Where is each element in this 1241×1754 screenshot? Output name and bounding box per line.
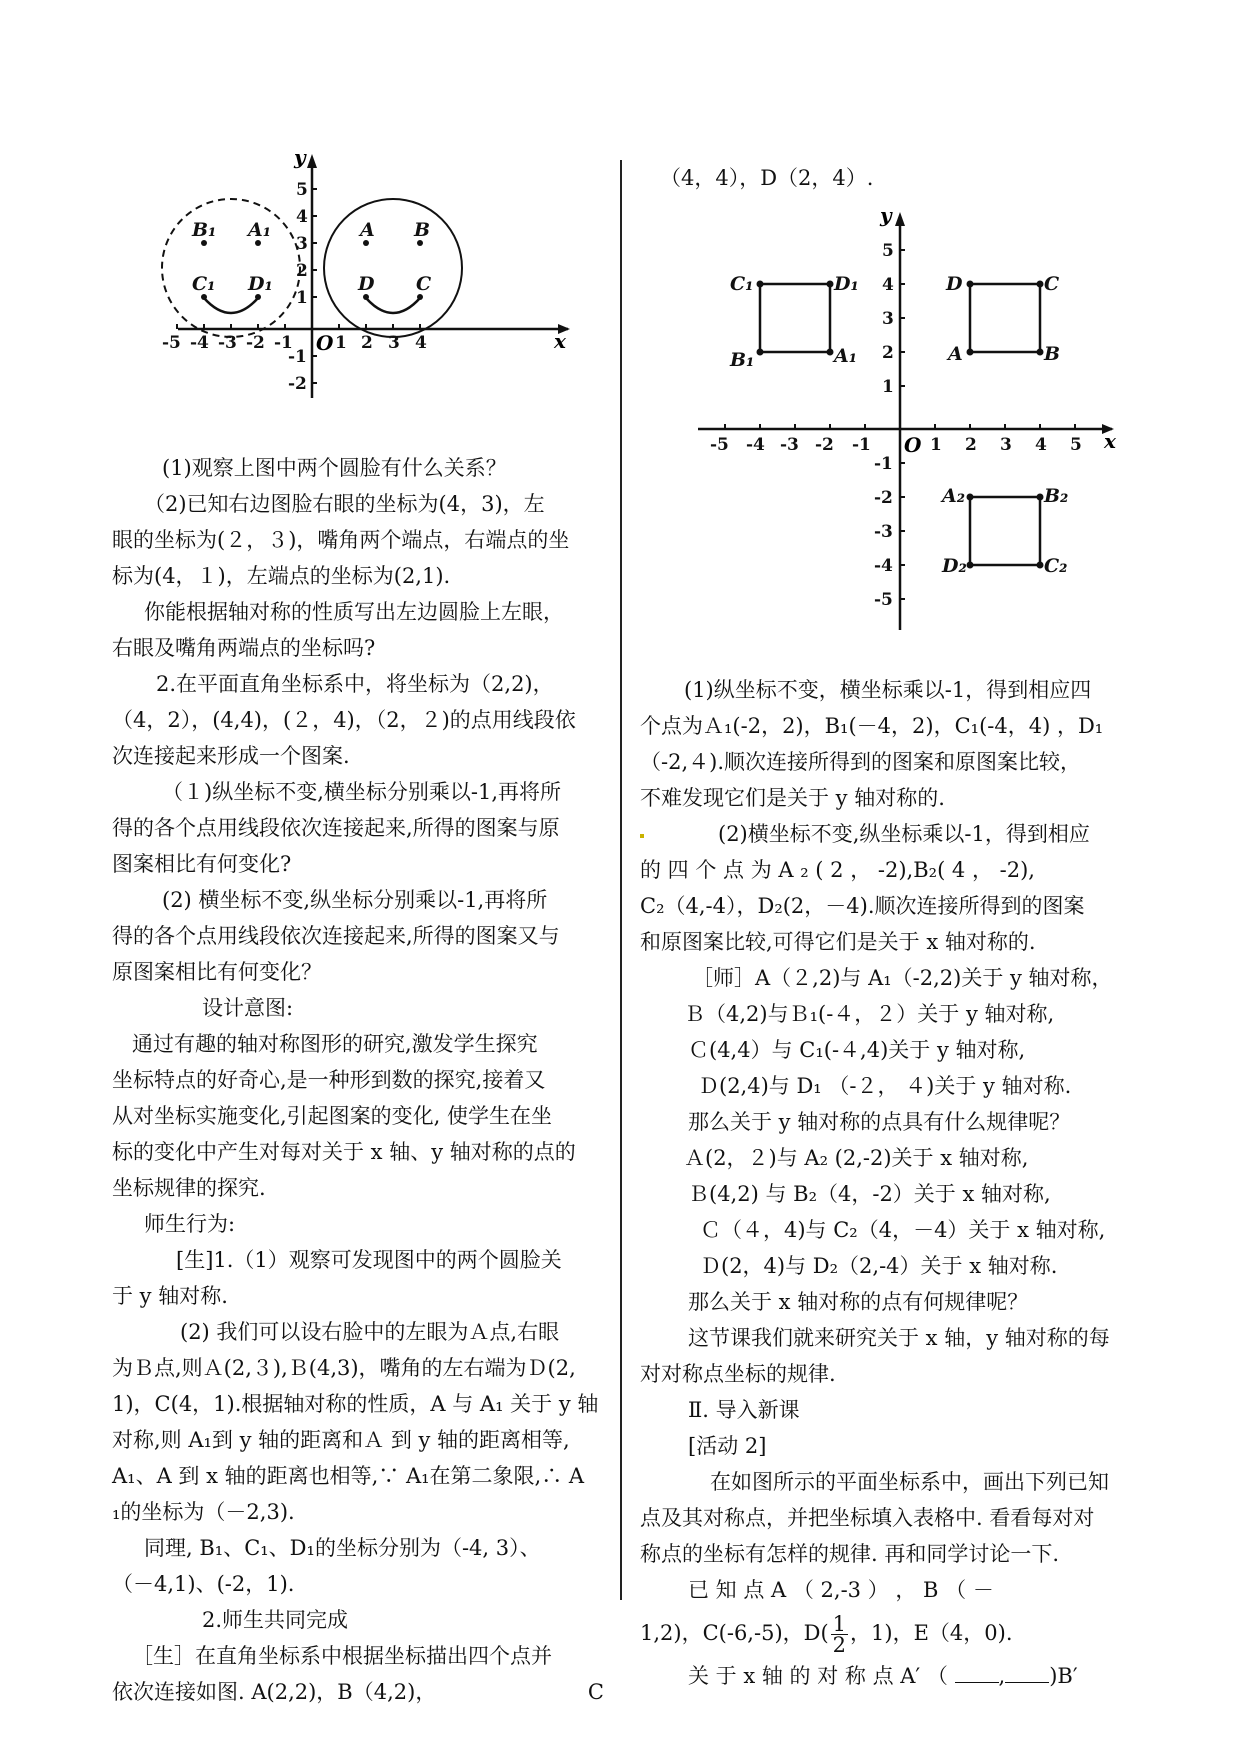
marker-dot bbox=[640, 834, 644, 838]
y-tick-label: -4 bbox=[874, 556, 893, 576]
text-line-part: (2)横坐标不变,纵坐标乘以-1，得到相应 bbox=[718, 822, 1090, 846]
text-line: 1)，C(4，1).根据轴对称的性质，A 与 A₁ 关于 y 轴 bbox=[112, 1392, 599, 1416]
x-tick-label: -2 bbox=[815, 435, 834, 455]
text-line: 坐标规律的探究. bbox=[112, 1176, 266, 1200]
x-tick-label: 4 bbox=[415, 333, 427, 353]
fraction-numerator: 1 bbox=[832, 1612, 847, 1636]
point-label: A₁ bbox=[248, 219, 272, 241]
point-label: A₂ bbox=[942, 485, 966, 507]
text-line: 不难发现它们是关于 y 轴对称的. bbox=[640, 786, 945, 810]
text-line: 点及其对称点，并把坐标填入表格中. 看看每对对 bbox=[640, 1506, 1095, 1530]
text-line: 称点的坐标有怎样的规律. 再和同学讨论一下. bbox=[640, 1542, 1060, 1566]
text-line: A₁、A 到 x 轴的距离也相等,∵ A₁在第二象限,∴ A bbox=[112, 1464, 585, 1488]
text-line: 原图案相比有何变化？ bbox=[112, 960, 322, 984]
text-line: 右眼及嘴角两端点的坐标吗? bbox=[112, 636, 376, 660]
text-line: 同理, B₁、C₁、D₁的坐标分别为（-4, 3）、 bbox=[144, 1536, 541, 1560]
left-mouth bbox=[204, 298, 258, 313]
y-tick-label: 2 bbox=[882, 343, 894, 363]
right-column bbox=[640, 672, 1150, 1694]
x-tick-label: 2 bbox=[965, 435, 977, 455]
answer-blank[interactable] bbox=[1005, 1682, 1049, 1683]
text-line: 个点为Ａ₁(-2，2)，B₁(－4，2)，C₁(-4，4) ，D₁ bbox=[640, 714, 1104, 738]
point-label: C₁ bbox=[192, 273, 216, 295]
text-line: ［师］A（２,2)与 A₁（-2,2)关于 y 轴对称， bbox=[692, 966, 1113, 990]
text-line: [生]1.（1）观察可发现图中的两个圆脸关 bbox=[176, 1248, 562, 1272]
point-label: C bbox=[1044, 273, 1060, 295]
text-line: Ｄ(2，4)与 D₂（2,-4）关于 x 轴对称. bbox=[700, 1254, 1058, 1278]
x-tick-label: -4 bbox=[190, 333, 209, 353]
point-label: B bbox=[414, 219, 431, 241]
text-line: Ｂ(4,2) 与 B₂（4，-2）关于 x 轴对称, bbox=[688, 1182, 1051, 1206]
text-line-part: 关 于 x 轴 的 对 称 点 A′ （ bbox=[688, 1664, 948, 1688]
text-line-part: 依次连接如图. A(2,2)，B（4,2)， bbox=[112, 1680, 437, 1704]
fraction-denominator: 2 bbox=[832, 1633, 847, 1657]
text-line: ₁的坐标为（－2,3). bbox=[112, 1500, 295, 1524]
text-line: Ｂ（4,2)与Ｂ₁(-４，２）关于 y 轴对称, bbox=[684, 1002, 1055, 1026]
y-tick-label: -2 bbox=[874, 488, 893, 508]
y-tick-label: 1 bbox=[296, 288, 308, 308]
text-line: 通过有趣的轴对称图形的研究,激发学生探究 bbox=[132, 1032, 538, 1056]
text-line: Ｄ(2,4)与 D₁ （-２， ４)关于 y 轴对称. bbox=[698, 1074, 1072, 1098]
point-label: B₁ bbox=[192, 219, 217, 241]
text-line: 从对坐标实施变化,引起图案的变化, 使学生在坐 bbox=[112, 1104, 553, 1128]
text-line: （-2,４).顺次连接所得到的图案和原图案比较， bbox=[640, 750, 1081, 774]
x-tick-label: -5 bbox=[710, 435, 729, 455]
text-line: (2) 我们可以设右脸中的左眼为Ａ点,右眼 bbox=[180, 1320, 560, 1344]
x-tick-label: -3 bbox=[780, 435, 799, 455]
y-tick-label: -2 bbox=[288, 374, 307, 394]
point-label: C bbox=[416, 273, 432, 295]
text-line: Ｃ(4,4）与 C₁(-４,4)关于 y 轴对称, bbox=[688, 1038, 1026, 1062]
y-tick-label: 1 bbox=[882, 377, 894, 397]
text-line bbox=[640, 816, 1150, 852]
y-tick-label: 3 bbox=[296, 234, 308, 254]
text-line: 2.在平面直角坐标系中，将坐标为（2,2)， bbox=[156, 672, 554, 696]
y-tick-label: -1 bbox=[288, 347, 307, 367]
text-line: 坐标特点的好奇心,是一种形到数的探究,接着又 bbox=[112, 1068, 546, 1092]
y-tick-label: 4 bbox=[882, 275, 894, 295]
x-tick-label: 3 bbox=[1000, 435, 1012, 455]
text-line: 师生行为: bbox=[144, 1212, 236, 1236]
text-line: (1)观察上图中两个圆脸有什么关系？ bbox=[162, 456, 507, 480]
text-line: 标的变化中产生对每对关于 x 轴、y 轴对称的点的 bbox=[112, 1140, 576, 1164]
text-line: 的 四 个 点 为 A ₂ ( 2 ， -2),B₂( 4 ， -2), bbox=[640, 858, 1035, 882]
y-tick-label: 4 bbox=[296, 207, 308, 227]
x-tick-label: -2 bbox=[246, 333, 265, 353]
answer-blank[interactable] bbox=[955, 1682, 999, 1683]
text-line: 那么关于 x 轴对称的点有何规律呢？ bbox=[688, 1290, 1029, 1314]
y-tick-label: -1 bbox=[874, 454, 893, 474]
point-label: D₁ bbox=[834, 273, 859, 295]
text-line: 已 知 点 A （ 2,-3 ） ， B （ － bbox=[688, 1578, 994, 1602]
figure-smiley-faces bbox=[150, 148, 580, 448]
point-label: A bbox=[360, 219, 375, 241]
point-label: B₁ bbox=[730, 349, 755, 371]
square-bottom bbox=[970, 497, 1040, 565]
text-line: 为Ｂ点,则Ａ(2,３),Ｂ(4,3)，嘴角的左右端为Ｄ(2, bbox=[112, 1356, 576, 1380]
point-label: D₁ bbox=[248, 273, 273, 295]
y-tick-label: 5 bbox=[882, 241, 894, 261]
text-line: Ｃ（４，4)与 C₂（4，－4）关于 x 轴对称, bbox=[700, 1218, 1106, 1242]
text-line bbox=[640, 1608, 1150, 1658]
y-tick-label: 5 bbox=[296, 180, 308, 200]
square-left bbox=[760, 284, 830, 352]
text-line: 对对称点坐标的规律. bbox=[640, 1362, 836, 1386]
point-label: B₂ bbox=[1044, 485, 1069, 507]
text-line: 得的各个点用线段依次连接起来,所得的图案与原 bbox=[112, 816, 560, 840]
text-line: （4，2），(4,4)，(２，4)，（2，２)的点用线段依 bbox=[112, 708, 576, 732]
text-line bbox=[112, 1674, 604, 1710]
text-line: Ａ(2，２)与 A₂ (2,-2)关于 x 轴对称, bbox=[684, 1146, 1029, 1170]
left-face-dashed-circle bbox=[162, 199, 300, 337]
y-tick-label: 3 bbox=[882, 309, 894, 329]
x-axis-label: x bbox=[1104, 429, 1116, 453]
text-line: 那么关于 y 轴对称的点具有什么规律呢？ bbox=[688, 1110, 1071, 1134]
text-line: 眼的坐标为(２，３)，嘴角两个端点，右端点的坐 bbox=[112, 528, 570, 552]
text-line: 得的各个点用线段依次连接起来,所得的图案又与 bbox=[112, 924, 560, 948]
text-line: (1)纵坐标不变，横坐标乘以-1，得到相应四 bbox=[684, 678, 1092, 702]
text-line: 设计意图: bbox=[202, 996, 294, 1020]
text-line: （－4,1)、(-2，1). bbox=[112, 1572, 295, 1596]
left-column bbox=[112, 450, 604, 1710]
x-tick-label: -5 bbox=[162, 333, 181, 353]
y-tick-label: -5 bbox=[874, 590, 893, 610]
text-line: 对称,则 A₁到 y 轴的距离和Ａ 到 y 轴的距离相等, bbox=[112, 1428, 570, 1452]
figure-squares bbox=[692, 210, 1132, 640]
text-line: [活动 2] bbox=[688, 1434, 767, 1458]
text-line-part: , bbox=[998, 1664, 1006, 1688]
point-label: D bbox=[946, 273, 963, 295]
text-line-part: ，1)，E（4，0). bbox=[850, 1621, 1013, 1645]
text-line-part: 1,2)，C(-6,-5)，D( bbox=[640, 1621, 829, 1645]
x-tick-label: 5 bbox=[1070, 435, 1082, 455]
point-label: C₁ bbox=[730, 273, 754, 295]
x-tick-label: 2 bbox=[361, 333, 373, 353]
text-line: 2.师生共同完成 bbox=[202, 1608, 349, 1632]
x-axis-label: x bbox=[554, 329, 566, 353]
x-tick-label: 1 bbox=[335, 333, 347, 353]
y-axis-label: y bbox=[880, 210, 892, 227]
point-label: A bbox=[948, 343, 963, 365]
text-line: (2) 横坐标不变,纵坐标分别乘以-1,再将所 bbox=[162, 888, 548, 912]
text-line: 这节课我们就来研究关于 x 轴，y 轴对称的每 bbox=[688, 1326, 1110, 1350]
point-label: A₁ bbox=[834, 345, 858, 367]
column-divider bbox=[620, 160, 622, 1600]
right-face-circle bbox=[324, 199, 462, 337]
right-top-line: （4，4），D（2，4）. bbox=[660, 166, 874, 190]
text-line: 图案相比有何变化? bbox=[112, 852, 292, 876]
text-line: 次连接起来形成一个图案. bbox=[112, 744, 350, 768]
fraction-one-half bbox=[831, 1614, 848, 1655]
text-line-part: )B′ bbox=[1049, 1664, 1078, 1688]
text-line: 你能根据轴对称的性质写出左边圆脸上左眼， bbox=[144, 600, 564, 624]
origin-label: O bbox=[316, 331, 334, 355]
text-line: C₂（4,-4），D₂(2，－4).顺次连接所得到的图案 bbox=[640, 894, 1085, 918]
text-line-part: C bbox=[587, 1680, 604, 1704]
y-tick-label: 2 bbox=[296, 261, 308, 281]
point-label: C₂ bbox=[1044, 555, 1068, 577]
right-mouth bbox=[366, 298, 420, 313]
x-tick-label: -3 bbox=[218, 333, 237, 353]
x-tick-label: -4 bbox=[746, 435, 765, 455]
point-label: B bbox=[1044, 343, 1061, 365]
x-tick-label: -1 bbox=[852, 435, 871, 455]
point-label: D bbox=[358, 273, 375, 295]
x-tick-label: -1 bbox=[274, 333, 293, 353]
x-tick-label: 1 bbox=[930, 435, 942, 455]
square-original bbox=[970, 284, 1040, 352]
text-line: ［生］在直角坐标系中根据坐标描出四个点并 bbox=[132, 1644, 552, 1668]
x-tick-label: 4 bbox=[1035, 435, 1047, 455]
text-line: 和原图案比较,可得它们是关于 x 轴对称的. bbox=[640, 930, 1036, 954]
y-axis-label: y bbox=[294, 148, 306, 169]
y-tick-label: -3 bbox=[874, 522, 893, 542]
point-label: D₂ bbox=[942, 555, 967, 577]
text-line: 于 y 轴对称. bbox=[112, 1284, 228, 1308]
x-tick-label: 3 bbox=[388, 333, 400, 353]
text-line: （１)纵坐标不变,横坐标分别乘以-1,再将所 bbox=[162, 780, 561, 804]
text-line: Ⅱ. 导入新课 bbox=[688, 1398, 800, 1422]
text-line: （2)已知右边图脸右眼的坐标为(4，3)，左 bbox=[144, 492, 545, 516]
text-line bbox=[640, 1658, 1150, 1694]
text-line: 在如图所示的平面坐标系中，画出下列已知 bbox=[710, 1470, 1109, 1494]
origin-label: O bbox=[904, 433, 922, 457]
text-line: 标为(4，１)，左端点的坐标为(2,1). bbox=[112, 564, 451, 588]
